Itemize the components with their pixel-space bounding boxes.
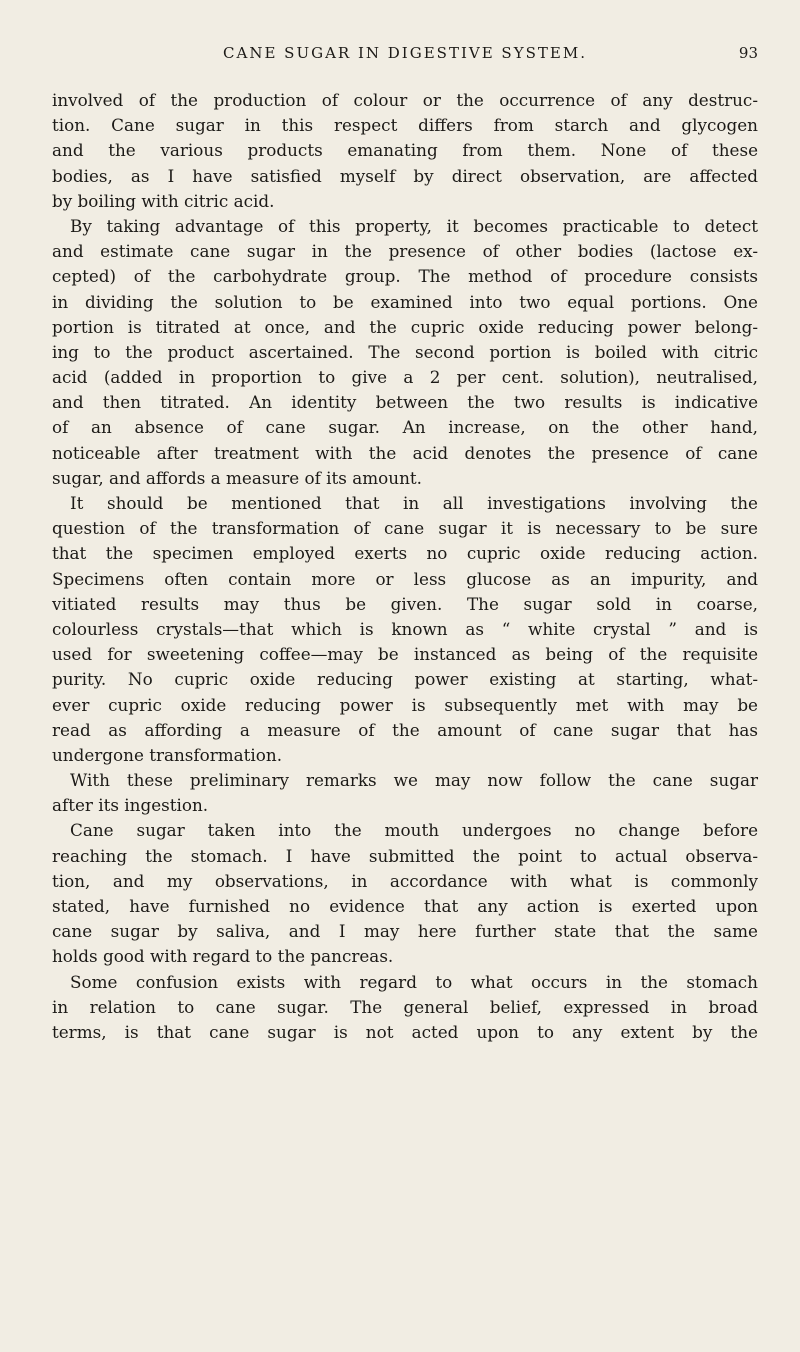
text-line: after its ingestion.	[52, 795, 209, 816]
text-line: vitiated results may thus be given. The sugar sold in coarse,	[52, 593, 758, 614]
text-line: tion. Cane sugar in this respect differs from starch and glycogen	[52, 115, 758, 136]
body-text	[52, 88, 758, 1045]
text-line: sugar, and affords a measure of its amount.	[52, 467, 422, 488]
running-title: CANE SUGAR IN DIGESTIVE SYSTEM.	[223, 44, 587, 62]
text-line: cepted) of the carbohydrate group. The method of procedure consists	[52, 266, 758, 287]
text-line: and estimate cane sugar in the presence of other bodies (lactose ex-	[52, 241, 758, 262]
text-line: read as affording a measure of the amount of cane sugar that has	[52, 719, 758, 740]
text-line: reaching the stomach. I have submitted the point to actual observa-	[52, 845, 758, 866]
text-line: acid (added in proportion to give a 2 per cent. solution), neutralised,	[52, 367, 758, 388]
text-line: noticeable after treatment with the acid denotes the presence of cane	[52, 442, 758, 463]
text-line: and the various products emanating from them. None of these	[52, 140, 758, 161]
text-line: portion is titrated at once, and the cupric oxide reducing power belong-	[52, 316, 758, 337]
text-line: cane sugar by saliva, and I may here further state that the same	[52, 921, 758, 942]
text-line: ever cupric oxide reducing power is subsequently met with may be	[52, 694, 758, 715]
text-line: question of the transformation of cane sugar it is necessary to be sure	[52, 518, 758, 539]
text-line: involved of the production of colour or the occurrence of any destruc-	[52, 90, 758, 110]
text-line: purity. No cupric oxide reducing power existing at starting, what-	[52, 669, 758, 690]
book-page	[52, 0, 758, 1352]
text-line: With these preliminary remarks we may now follow the cane sugar	[70, 770, 758, 791]
text-line: and then titrated. An identity between the two results is indicative	[52, 392, 758, 413]
text-line: that the specimen employed exerts no cupric oxide reducing action.	[52, 543, 758, 564]
page-number: 93	[738, 44, 758, 62]
page-header	[52, 44, 758, 68]
text-line: ing to the product ascertained. The second portion is boiled with citric	[52, 341, 758, 362]
text-line: in relation to cane sugar. The general belief, expressed in broad	[52, 996, 758, 1017]
text-line: holds good with regard to the pancreas.	[52, 946, 394, 967]
text-line: of an absence of cane sugar. An increase, on the other hand,	[52, 417, 758, 438]
text-line: used for sweetening coffee—may be instanced as being of the requisite	[52, 644, 758, 665]
text-line: undergone transformation.	[52, 744, 283, 765]
text-line: Some confusion exists with regard to what occurs in the stomach	[70, 971, 758, 992]
text-line: bodies, as I have satisfied myself by direct observation, are affected	[52, 165, 758, 186]
text-line: Cane sugar taken into the mouth undergoes no change before	[70, 820, 758, 841]
text-line: tion, and my observations, in accordance with what is commonly	[52, 870, 758, 891]
text-line: terms, is that cane sugar is not acted upon to any extent by the	[52, 1021, 758, 1042]
text-line: stated, have furnished no evidence that any action is exerted upon	[52, 896, 758, 916]
text-line: colourless crystals—that which is known as “ white crystal ” and is	[52, 618, 758, 639]
text-line: Specimens often contain more or less glucose as an impurity, and	[52, 568, 758, 589]
text-line: It should be mentioned that in all investigations involving the	[70, 493, 758, 513]
text-line: in dividing the solution to be examined into two equal portions. One	[52, 291, 758, 312]
text-line: by boiling with citric acid.	[52, 190, 275, 211]
text-line: By taking advantage of this property, it becomes practicable to detect	[70, 215, 758, 236]
